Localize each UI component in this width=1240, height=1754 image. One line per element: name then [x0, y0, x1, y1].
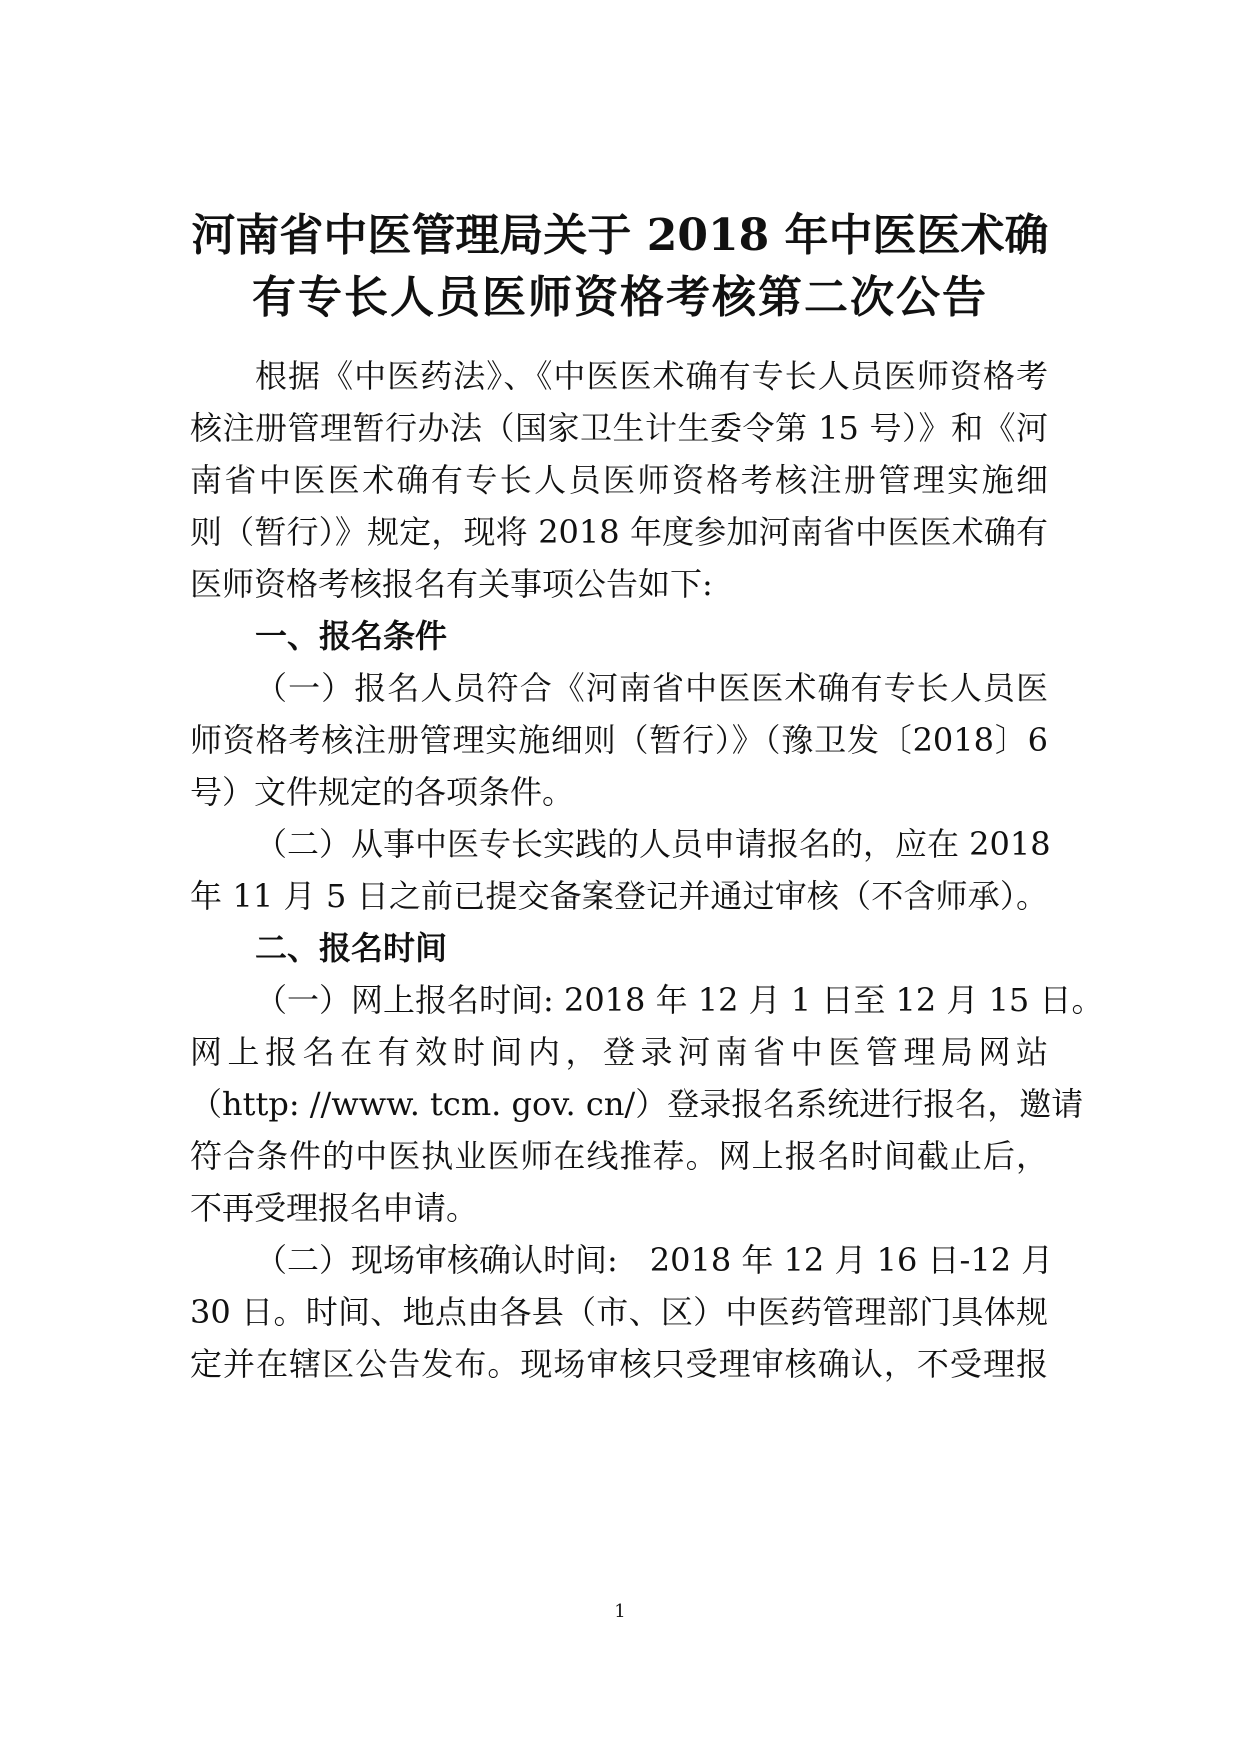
body-line-20: 定并在辖区公告发布。现场审核只受理审核确认，不受理报	[190, 1345, 1048, 1383]
title-line-1: 河南省中医管理局关于 2018 年中医医术确	[191, 210, 1049, 261]
body-line-17: 不再受理报名申请。	[190, 1189, 479, 1227]
section-heading-2: 二、报名时间	[255, 929, 448, 967]
body-line-2: 核注册管理暂行办法（国家卫生计生委令第 15 号）》和《河	[190, 409, 1048, 447]
document-title	[150, 205, 1090, 329]
body-line-13: （一）网上报名时间: 2018 年 12 月 1 日至 12 月 15 日。	[255, 981, 1104, 1019]
body-line-18: （二）现场审核确认时间: 2018 年 12 月 16 日-12 月	[255, 1241, 1054, 1279]
body-line-1: 根据《中医药法》、《中医医术确有专长人员医师资格考	[255, 357, 1048, 395]
body-line-5: 医师资格考核报名有关事项公告如下:	[190, 565, 713, 603]
body-line-16: 符合条件的中医执业医师在线推荐。网上报名时间截止后，	[190, 1137, 1048, 1175]
body-line-8: 师资格考核注册管理实施细则（暂行）》（豫卫发〔2018〕6	[190, 721, 1048, 759]
body-line-14: 网上报名在有效时间内，登录河南省中医管理局网站	[190, 1033, 1048, 1071]
body-line-19: 30 日。时间、地点由各县（市、区）中医药管理部门具体规	[190, 1293, 1048, 1331]
body-line-11: 年 11 月 5 日之前已提交备案登记并通过审核（不含师承）。	[190, 877, 1048, 915]
body-line-3: 南省中医医术确有专长人员医师资格考核注册管理实施细	[190, 461, 1048, 499]
page-number: 1	[614, 1601, 626, 1622]
body-line-9: 号）文件规定的各项条件。	[190, 773, 575, 811]
body-line-10: （二）从事中医专长实践的人员申请报名的，应在 2018	[255, 825, 1051, 863]
section-heading-1: 一、报名条件	[255, 617, 448, 655]
title-line-2: 有专长人员医师资格考核第二次公告	[252, 272, 988, 323]
body-line-15: （http: //www. tcm. gov. cn/）登录报名系统进行报名，邀请	[190, 1085, 1084, 1123]
body-line-7: （一）报名人员符合《河南省中医医术确有专长人员医	[255, 669, 1048, 707]
body-line-4: 则（暂行）》规定，现将 2018 年度参加河南省中医医术确有	[190, 513, 1048, 551]
